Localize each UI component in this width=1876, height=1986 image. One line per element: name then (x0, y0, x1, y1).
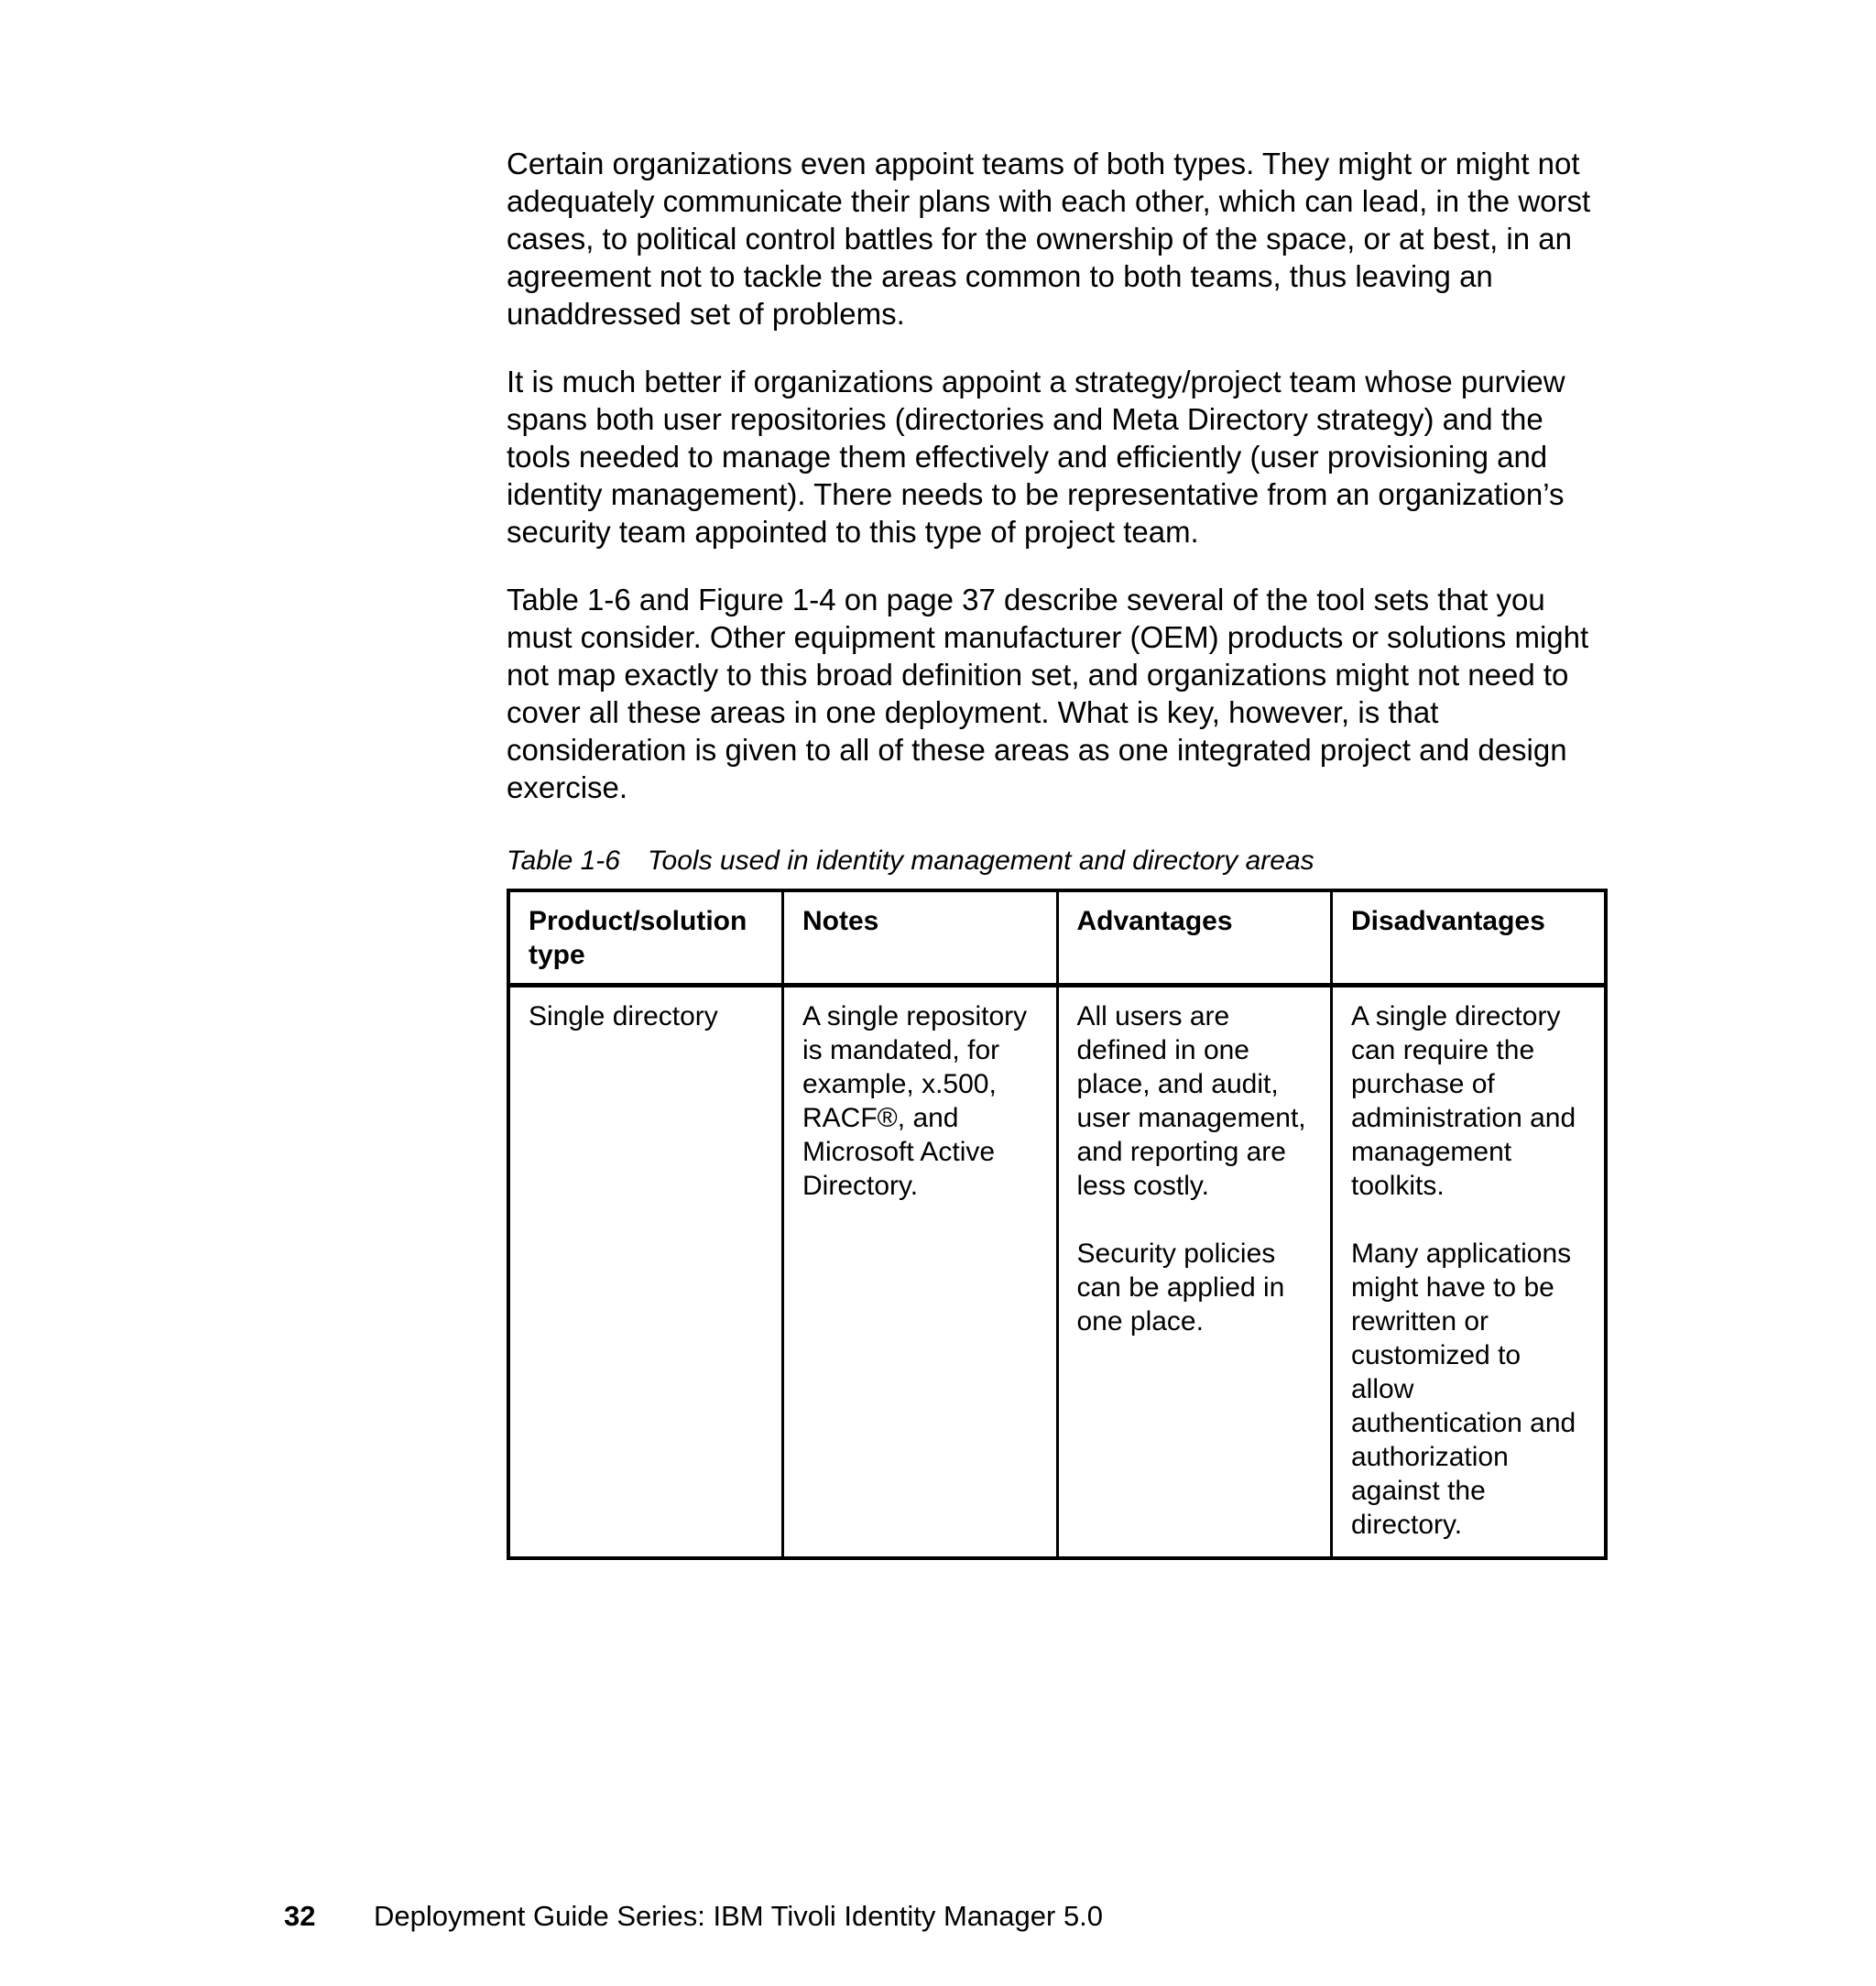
book-title: Deployment Guide Series: IBM Tivoli Identity Manager 5.0 (374, 1900, 1104, 1932)
cell-notes: A single repository is mandated, for example, x.500, RACF®, and Microsoft Active Directory. (783, 986, 1058, 1559)
table-caption-title: Tools used in identity management and directory areas (647, 846, 1314, 876)
tools-table (507, 889, 1608, 1560)
header-product: Product/solution type (508, 890, 783, 986)
cell-advantages (1057, 986, 1332, 1559)
advantage-2: Security policies can be applied in one place. (1076, 1239, 1285, 1337)
disadvantage-2: Many applications might have to be rewritten or customized to allow authentication and authorization against the directory. (1351, 1239, 1576, 1540)
paragraph-2: It is much better if organizations appoint a strategy/project team whose purview spans both user repositories (directories and Meta Directory strategy) and the tools needed to manage them effectively and efficiently (user provisioning and identity management). There needs to be representative from an organization’s security team appointed to this type of project team. (507, 365, 1565, 549)
page-footer (284, 1898, 1103, 1935)
paragraph-3: Table 1-6 and Figure 1-4 on page 37 describe several of the tool sets that you must consider. Other equipment manufacturer (OEM) products or solutions might not map exactly to this broad definition set, and organizations might not need to cover all these areas in one deployment. What is key, however, is that consideration is given to all of these areas as one integrated project and design exercise. (507, 583, 1589, 804)
header-disadvantages: Disadvantages (1332, 890, 1607, 986)
header-notes: Notes (783, 890, 1058, 986)
table-caption (507, 843, 1615, 879)
advantage-1: All users are defined in one place, and audit, user management, and reporting are less costly. (1076, 1001, 1306, 1201)
table-header-row (508, 890, 1606, 986)
cell-product: Single directory (508, 986, 783, 1559)
cell-disadvantages (1332, 986, 1607, 1559)
disadvantage-1: A single directory can require the purchase of administration and management toolkits. (1351, 1001, 1576, 1201)
paragraph-1: Certain organizations even appoint teams of both types. They might or might not adequately communicate their plans with each other, which can lead, in the worst cases, to political control battles for the ownership of the space, or at best, in an agreement not to tackle the areas common to both teams, thus leaving an unaddressed set of problems. (507, 147, 1591, 331)
page-content (507, 145, 1615, 1560)
table-caption-number: Table 1-6 (507, 846, 620, 876)
table-row (508, 986, 1606, 1559)
header-advantages: Advantages (1057, 890, 1332, 986)
page-number: 32 (284, 1900, 316, 1932)
